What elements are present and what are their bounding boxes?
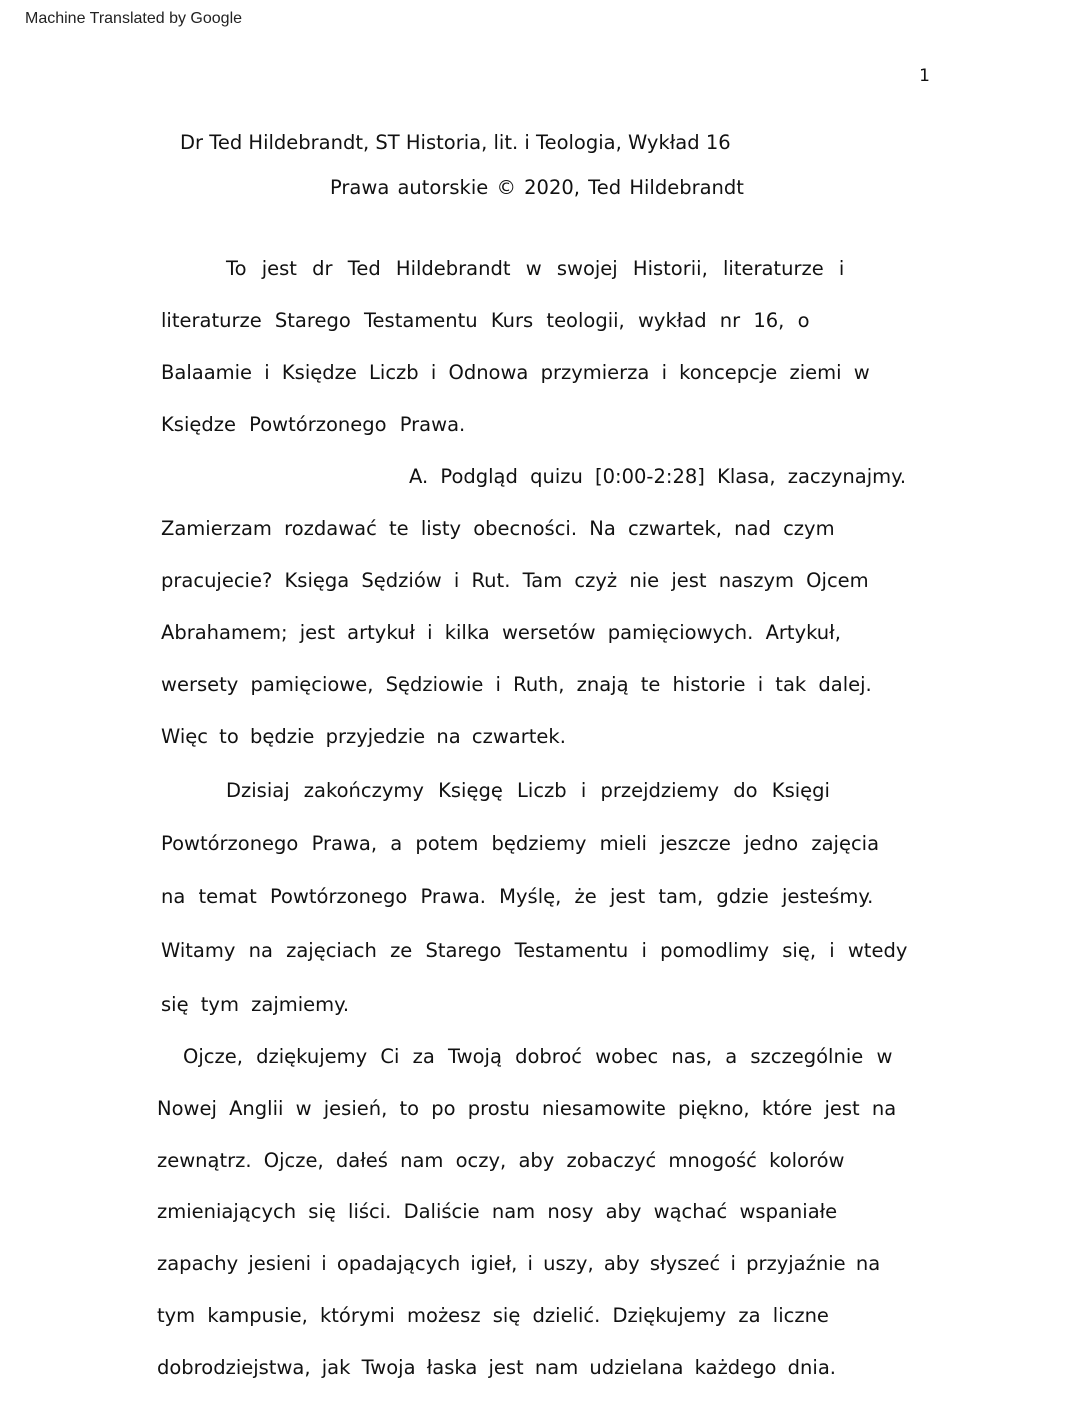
text-line: Więc to będzie przyjedzie na czwartek. xyxy=(161,725,566,748)
text-line: zmieniających się liści. Daliście nam nosy aby wąchać wspaniałe xyxy=(157,1200,838,1223)
text-line: dobrodziejstwa, jak Twoja łaska jest nam udzielana każdego dnia. xyxy=(157,1356,836,1379)
text-line: Księdze Powtórzonego Prawa. xyxy=(161,413,466,436)
text-line: zewnątrz. Ojcze, dałeś nam oczy, aby zobaczyć mnogość kolorów xyxy=(157,1149,845,1172)
title-line: Dr Ted Hildebrandt, ST Historia, lit. i Teologia, Wykład 16 xyxy=(180,131,731,154)
text-line: Zamierzam rozdawać te listy obecności. Na czwartek, nad czym xyxy=(161,517,835,540)
page-number: 1 xyxy=(919,66,930,86)
copyright-line: Prawa autorskie © 2020, Ted Hildebrandt xyxy=(330,176,744,199)
text-line: Witamy na zajęciach ze Starego Testamentu i pomodlimy się, i wtedy xyxy=(161,939,908,962)
text-line: zapachy jesieni i opadających igieł, i uszy, aby słyszeć i przyjaźnie na xyxy=(157,1252,881,1275)
text-line: tym kampusie, którymi możesz się dzielić. Dziękujemy za liczne xyxy=(157,1304,829,1327)
text-line: Dzisiaj zakończymy Księgę Liczb i przejdziemy do Księgi xyxy=(226,779,830,802)
text-line: Nowej Anglii w jesień, to po prostu niesamowite piękno, które jest na xyxy=(157,1097,897,1120)
text-line: Powtórzonego Prawa, a potem będziemy mieli jeszcze jedno zajęcia xyxy=(161,832,880,855)
text-line: pracujecie? Księga Sędziów i Rut. Tam czyż nie jest naszym Ojcem xyxy=(161,569,869,592)
text-line: literaturze Starego Testamentu Kurs teologii, wykład nr 16, o xyxy=(161,309,810,332)
text-line: wersety pamięciowe, Sędziowie i Ruth, znają te historie i tak dalej. xyxy=(161,673,872,696)
text-line: Abrahamem; jest artykuł i kilka wersetów pamięciowych. Artykuł, xyxy=(161,621,841,644)
machine-translation-label: Machine Translated by Google xyxy=(25,10,243,27)
text-line: na temat Powtórzonego Prawa. Myślę, że jest tam, gdzie jesteśmy. xyxy=(161,885,874,908)
section-heading-line: A. Podgląd quizu [0:00-2:28] Klasa, zaczynajmy. xyxy=(409,465,907,488)
text-line: się tym zajmiemy. xyxy=(161,993,350,1016)
text-line: Balaamie i Księdze Liczb i Odnowa przymierza i koncepcje ziemi w xyxy=(161,361,870,384)
text-line: To jest dr Ted Hildebrandt w swojej Historii, literaturze i xyxy=(226,257,845,280)
text-line: Ojcze, dziękujemy Ci za Twoją dobroć wobec nas, a szczególnie w xyxy=(183,1045,893,1068)
